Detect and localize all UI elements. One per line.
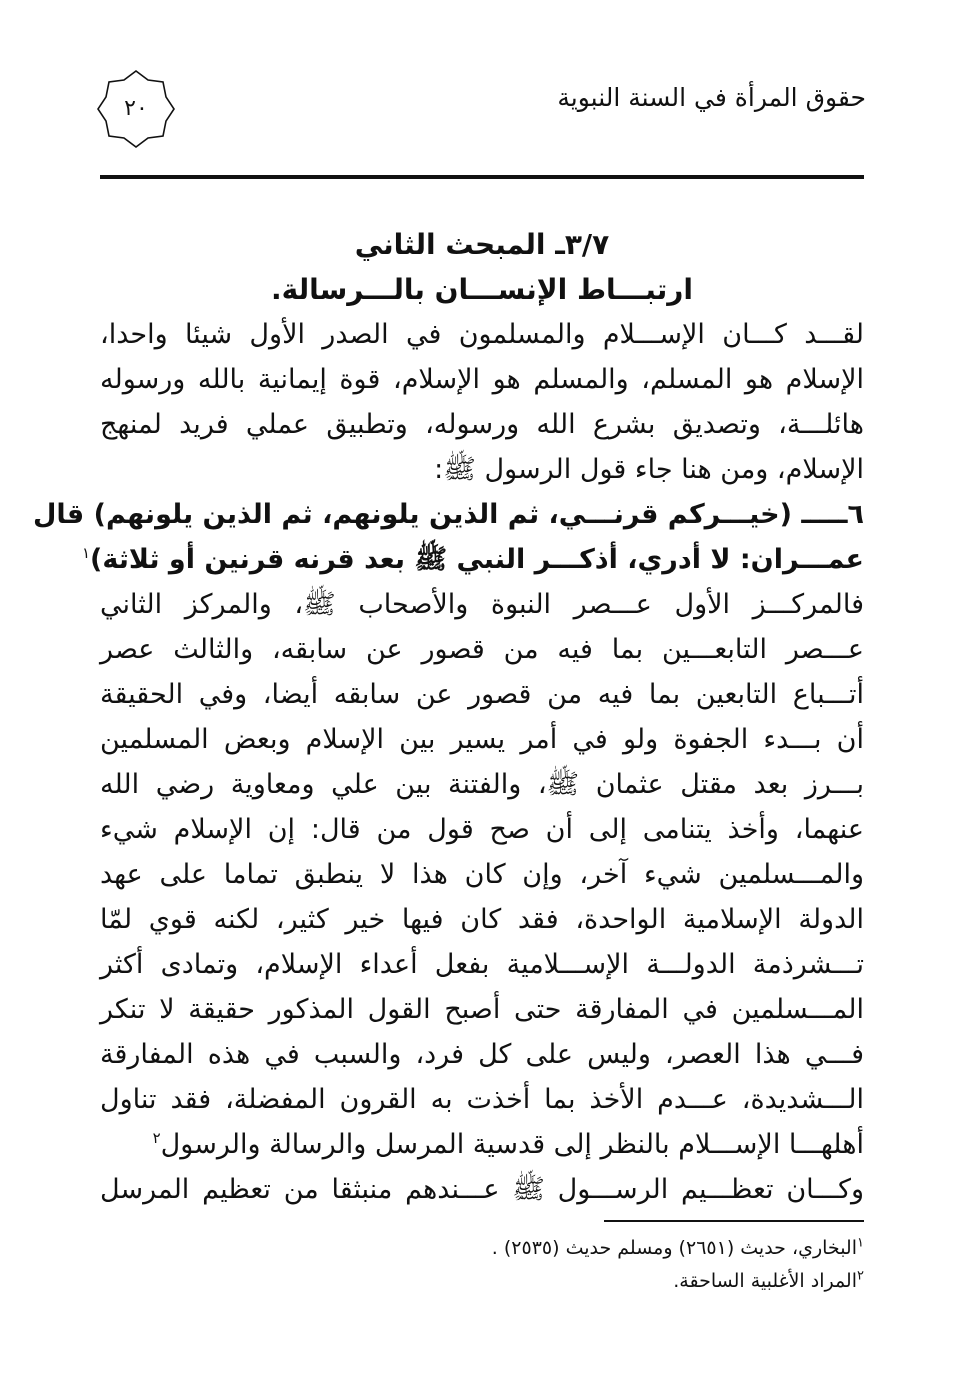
page-number: ٢٠ — [124, 96, 148, 121]
text-line: فالمركـــز الأول عـــصر النبوة والأصحاب ﷺ، والمركز الثاني — [100, 589, 864, 620]
footnote-text: البخاري، حديث (٢٦٥١) ومسلم حديث (٢٥٣٥) . — [491, 1237, 858, 1259]
hadith-line: ٦ـــــ (خيـــركم قرنـــي، ثم الذين يلونهم، ثم الذين يلونهم) قال — [32, 499, 864, 530]
footnote-marker: ٢ — [857, 1268, 864, 1284]
text-line: المـــسلمين في المفارقة حتى أصبح القول المذكور حقيقة لا تنكر — [100, 994, 864, 1025]
footnote-marker: ١ — [857, 1235, 864, 1251]
footnote-ref: ١ — [81, 544, 91, 562]
main-text — [32, 222, 864, 1212]
text-line: لقـــد كـــان الإســـلام والمسلمون في الصدر الأول شيئا واحدا، — [100, 319, 864, 350]
text-line: الدولة الإسلامية الواحدة، فقد كان فيها خير كثير، لكنه قوي لمّا — [100, 904, 864, 935]
section-title: ارتبـــاط الإنســـان بالـــرسالة. — [271, 273, 693, 306]
footnote-divider — [604, 1220, 864, 1222]
text-line: الإسلام، ومن هنا جاء قول الرسول ﷺ: — [434, 454, 864, 485]
hadith-line-text: عمـــران: لا أدري، أذكـــر النبي ﷺ بعد قرنه قرنين أو ثلاثة) — [90, 544, 864, 575]
text-line-content: أهلهـــا الإســـلام بالنظر إلى قدسية المرسل والرسالة والرسول — [160, 1129, 864, 1160]
text-line-with-note — [100, 1122, 864, 1167]
text-line: فـــي هذا العصر، وليس على كل فرد، والسبب في هذه المفارقة — [100, 1039, 864, 1070]
footnote-ref: ٢ — [152, 1129, 161, 1147]
footnotes — [100, 1232, 864, 1298]
page-number-badge — [97, 70, 175, 148]
text-line: هائلـــة، وتصديق بشرع الله ورسوله، وتطبيق عملي فريد لمنهج — [100, 409, 864, 440]
running-header-title: حقوق المرأة في السنة النبوية — [557, 83, 866, 112]
text-line: الـــشديدة، عـــدم الأخذ بما أخذت به القرون المفضلة، فقد تناول — [100, 1084, 864, 1115]
text-line: تـــشرذمة الدولـــة الإســـلامية بفعل أعداء الإسلام، وتمادى أكثر — [100, 949, 864, 980]
footnote-item — [100, 1265, 864, 1298]
text-line: والمـــسلمين شيء آخر، وإن كان هذا لا ينطبق تماما على عهد — [100, 859, 864, 890]
text-line: عـــصر التابعـــين بما فيه من قصور عن سابقه، والثالث عصر — [100, 634, 864, 665]
text-line: عنهما، وأخذ يتنامى إلى أن صح قول من قال: إن الإسلام شيء — [100, 814, 864, 845]
hadith-line-with-note — [81, 537, 864, 582]
section-number-heading: ٣/٧ـ المبحث الثاني — [354, 228, 610, 261]
text-line: أن بـــدء الجفوة ولو في أمر يسير بين الإسلام وبعض المسلمين — [100, 724, 864, 755]
footnote-text: المراد الأغلبية الساحقة. — [673, 1270, 858, 1292]
header-divider — [100, 175, 864, 179]
text-line: وكـــان تعظـــيم الرســـول ﷺ عـــندهم منبثقا من تعظيم المرسل — [100, 1174, 864, 1205]
text-line: بـــرز بعد مقتل عثمان ﷺ، والفتنة بين علي ومعاوية رضي الله — [100, 769, 864, 800]
text-line: الإسلام هو المسلم، والمسلم هو الإسلام، قوة إيمانية بالله ورسوله — [100, 364, 864, 395]
text-line: أتـــباع التابعين بما فيه من قصور عن سابقه أيضا، وفي الحقيقة — [100, 679, 864, 710]
footnote-item — [100, 1232, 864, 1265]
